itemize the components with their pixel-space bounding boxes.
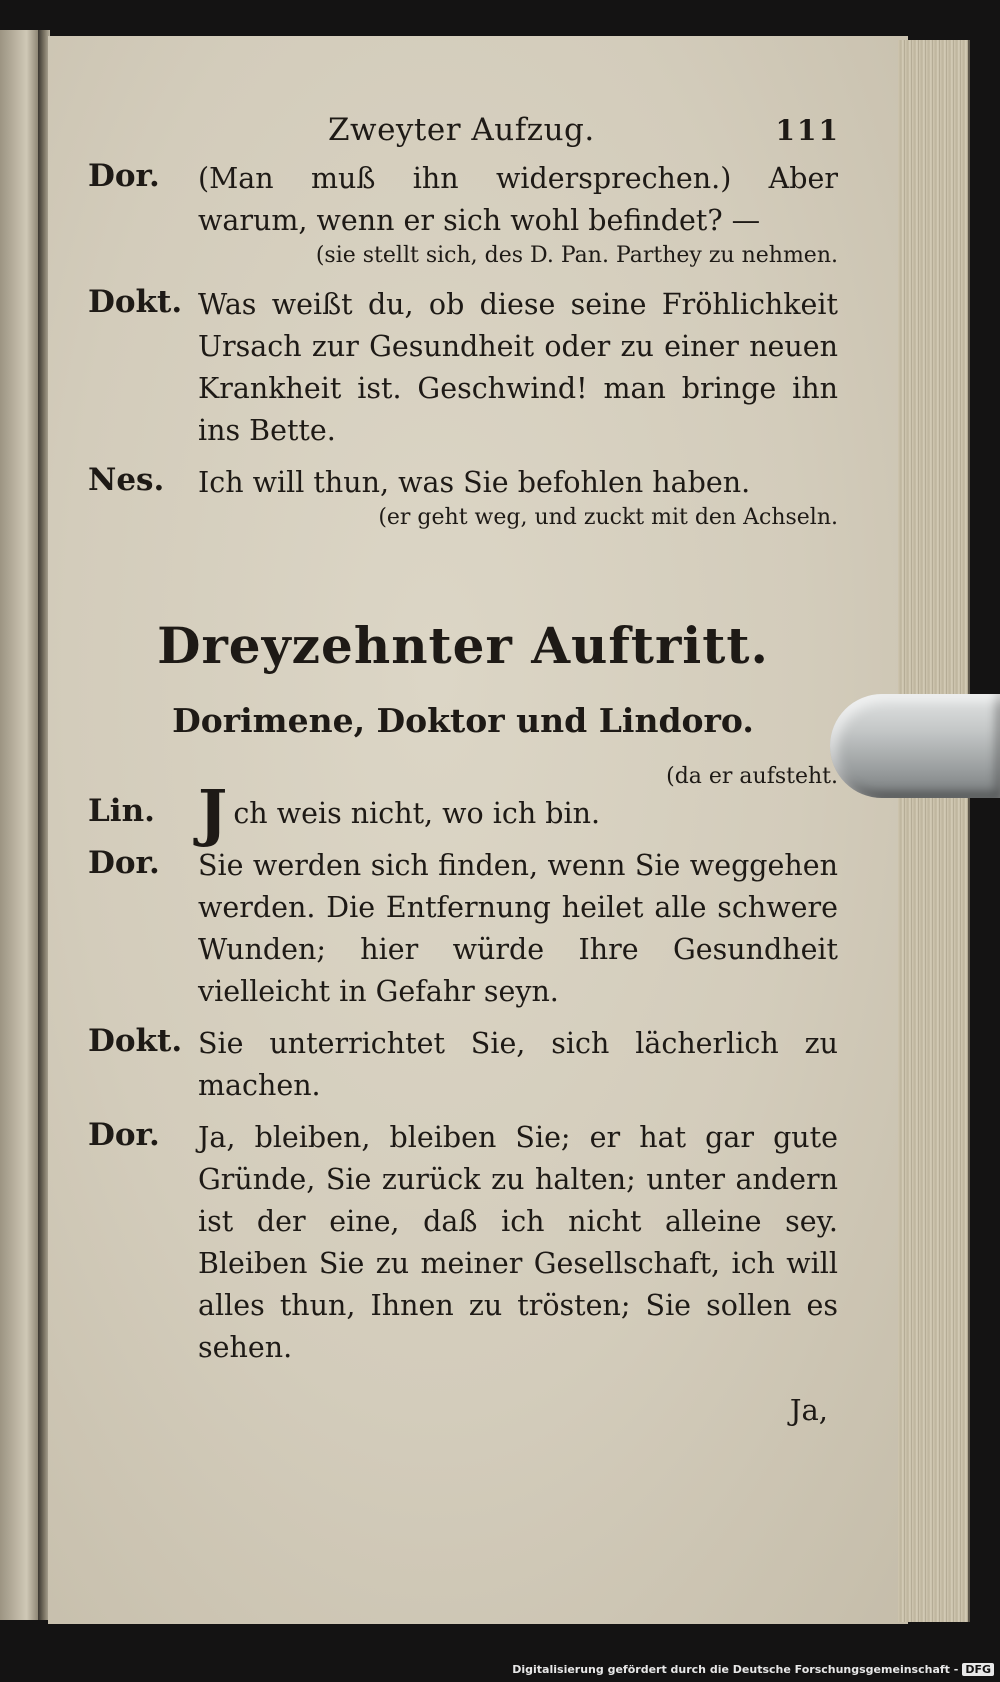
speaker-label: Lin. — [88, 793, 155, 829]
dialogue-entry — [88, 158, 838, 274]
finger-holding-page — [830, 694, 1000, 798]
page-fore-edge — [898, 40, 970, 1622]
digitization-credit — [512, 1663, 994, 1676]
speaker-label: Dor. — [88, 158, 160, 194]
stage-direction: (da er aufsteht. — [666, 764, 838, 789]
scene-characters: Dorimene, Doktor und Lindoro. — [172, 701, 754, 740]
page-number: 111 — [775, 114, 840, 147]
speech-body: ch weis nicht, wo ich bin. — [233, 797, 601, 830]
credit-text: Digitalisierung gefördert durch die Deutsche Forschungsgemeinschaft - — [512, 1663, 959, 1676]
page-text — [88, 108, 838, 1427]
speech-text: (Man muß ihn widersprechen.) Aber warum, wenn er sich wohl befindet? — — [198, 162, 838, 237]
speech-text: Ich will thun, was Sie befohlen haben. — [198, 466, 751, 499]
dialogue-entry — [88, 845, 838, 1013]
speaker-label: Dor. — [88, 845, 160, 881]
catchword: Ja, — [789, 1393, 828, 1427]
speech-text: Was weißt du, ob diese seine Fröhlichkeit Ursach zur Gesundheit oder zu einer neuen Krankheit ist. Geschwind! man bringe ihn ins Bette. — [198, 288, 838, 447]
scene-title: Dreyzehnter Auftritt. — [157, 616, 769, 675]
dfg-logo: DFG — [962, 1663, 994, 1676]
dialogue-entry — [88, 462, 838, 536]
speech-text: Ja, bleiben, bleiben Sie; er hat gar gute Gründe, Sie zurück zu halten; unter andern ist der eine, daß ich nicht alleine sey. Bleiben Sie zu meiner Gesellschaft, ich will alles thun, Ihnen zu trösten; Sie sollen es sehen. — [198, 1121, 838, 1364]
speaker-label: Nes. — [88, 462, 165, 498]
dialogue-entry — [88, 284, 838, 452]
stage-direction: (er geht weg, und zuckt mit den Achseln. — [378, 505, 838, 530]
facing-page-edge — [0, 30, 40, 1620]
stage-direction: (sie stellt sich, des D. Pan. Parthey zu nehmen. — [315, 243, 838, 268]
speaker-label: Dor. — [88, 1117, 160, 1153]
speech-text: Sie werden sich finden, wenn Sie weggehen werden. Die Entfernung heilet alle schwere Wunden; hier würde Ihre Gesundheit vielleicht in Gefahr seyn. — [198, 849, 838, 1008]
speech-text: Sie unterrichtet Sie, sich lächerlich zu machen. — [198, 1027, 838, 1102]
speaker-label: Dokt. — [88, 284, 183, 320]
page-header — [88, 108, 838, 158]
speaker-label: Dokt. — [88, 1023, 183, 1059]
dialogue-entry — [88, 1117, 838, 1369]
drop-cap: J — [198, 776, 228, 849]
running-head: Zweyter Aufzug. — [328, 112, 595, 148]
dialogue-entry — [88, 1023, 838, 1107]
